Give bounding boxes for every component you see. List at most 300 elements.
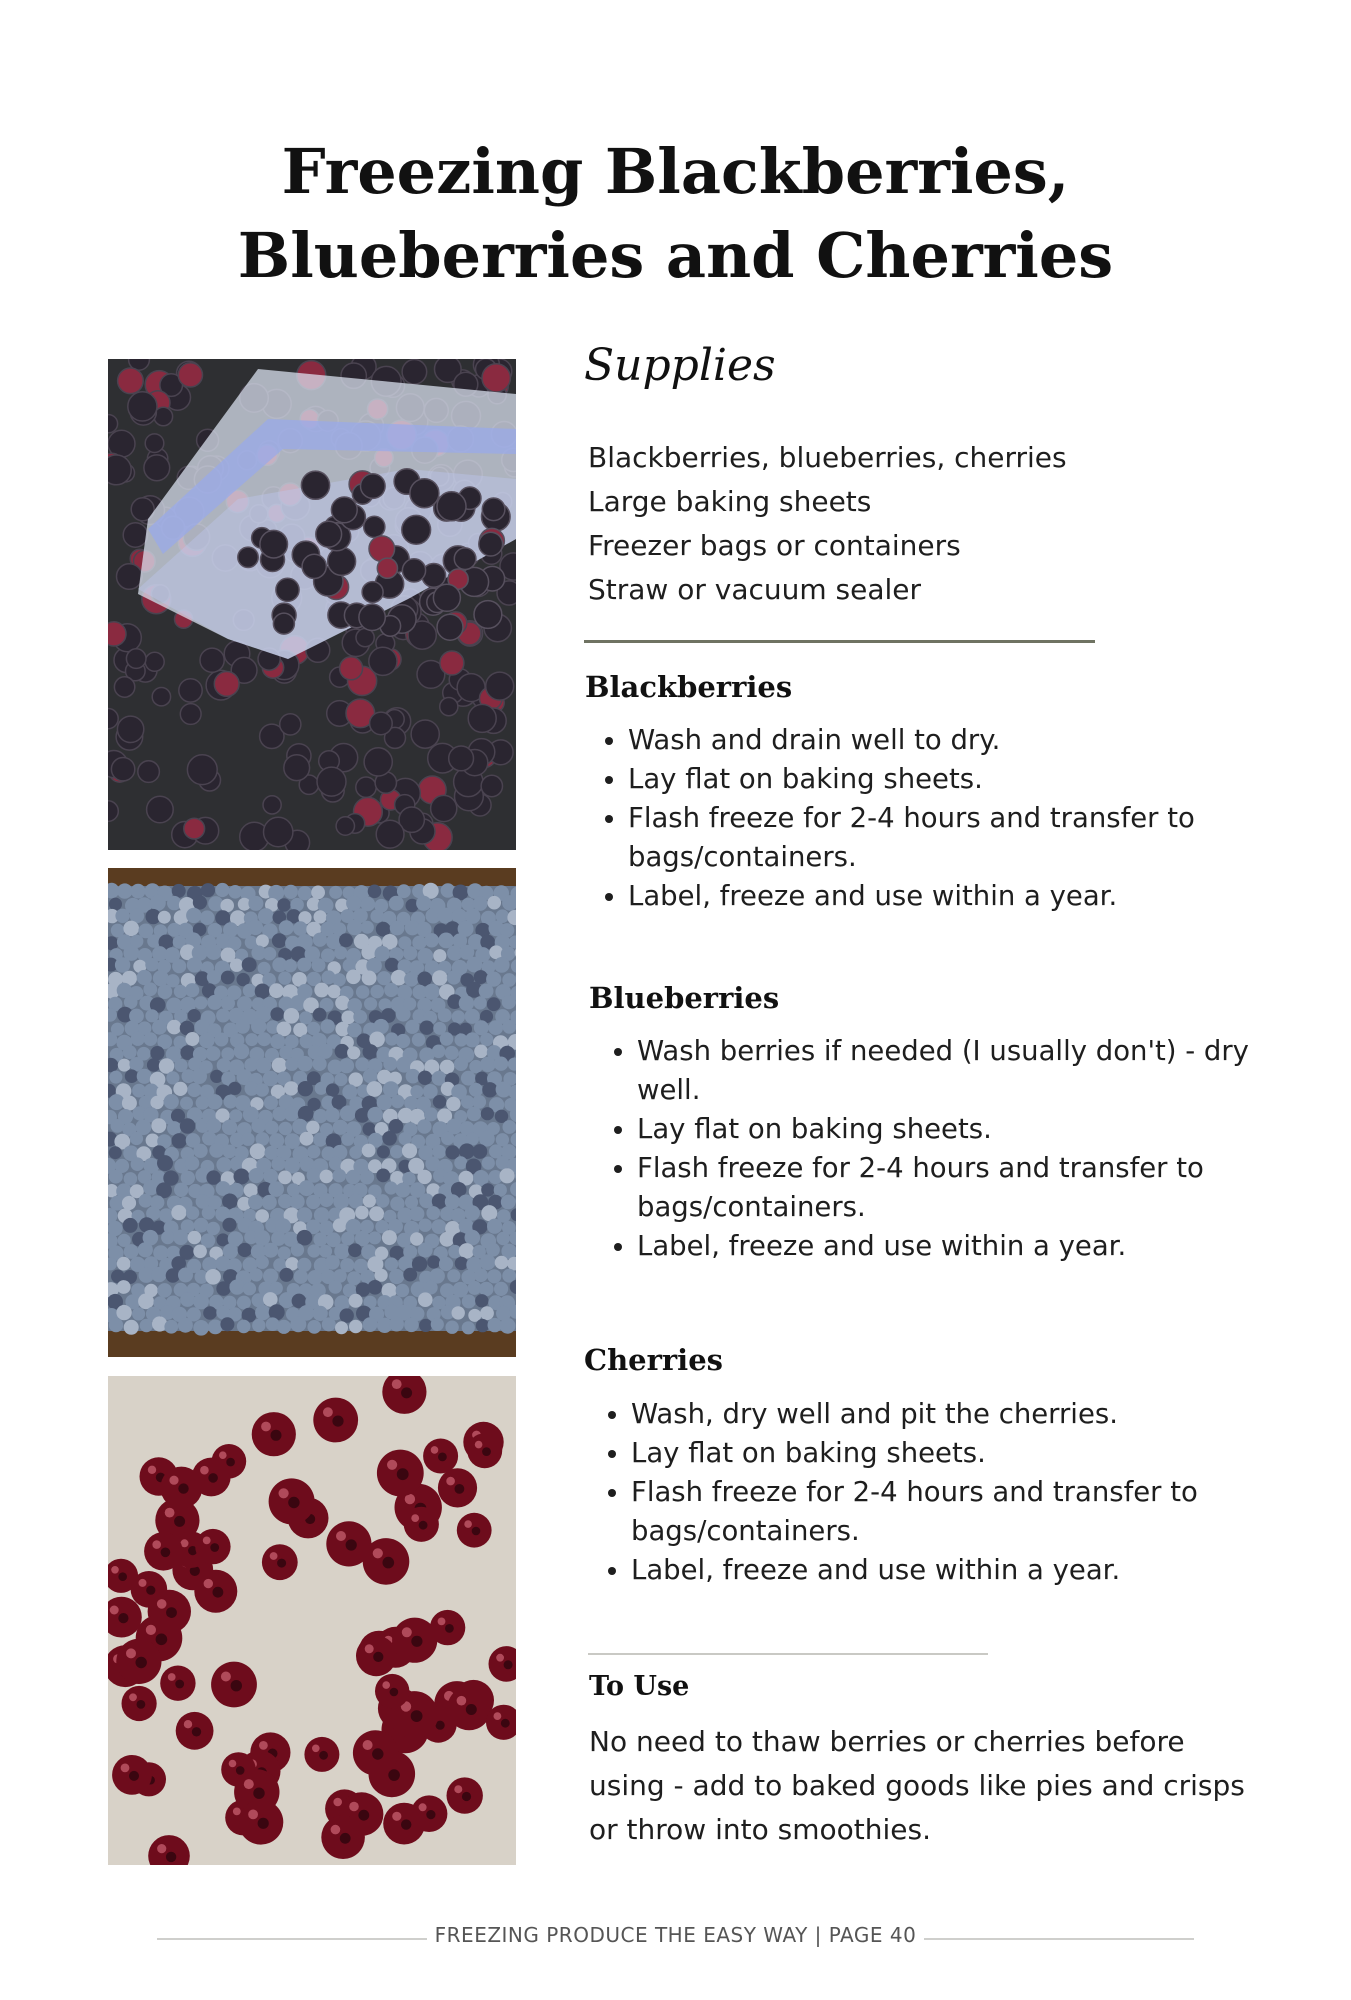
cherry-highlight (110, 1606, 119, 1615)
blueberry-shape (355, 1057, 369, 1071)
blueberry-shape (180, 1118, 196, 1134)
blueberry-shape (487, 896, 501, 910)
blueberry-shape (153, 970, 169, 986)
blueberry-shape (479, 1131, 495, 1147)
blueberry-shape (172, 959, 186, 973)
blueberry-shape (220, 1317, 234, 1331)
section-divider (584, 640, 1095, 643)
blueberry-shape (206, 1118, 221, 1133)
blueberry-shape (383, 1057, 397, 1071)
cherry-pit-hole (137, 1700, 146, 1709)
blueberry-shape (157, 1155, 173, 1171)
blueberry-shape (185, 1032, 199, 1046)
blackberries-photo (108, 359, 516, 850)
cherry-pit-hole (445, 1624, 454, 1633)
blueberry-shape (469, 1083, 483, 1097)
blueberry-shape (214, 1033, 228, 1047)
blueberry-shape (390, 1145, 403, 1158)
blueberry-shape (150, 1096, 163, 1109)
blueberry-shape (465, 1205, 480, 1220)
blueberry-shape (245, 1033, 258, 1046)
blueberry-shape (236, 1019, 250, 1033)
blueberry-shape (268, 1181, 284, 1197)
blueberry-shape (279, 1122, 293, 1136)
blueberry-shape (318, 1044, 333, 1059)
blueberry-shape (290, 1316, 306, 1332)
blueberry-shape (494, 1057, 508, 1071)
blackberry-shape (356, 777, 376, 797)
blueberry-shape (346, 1170, 361, 1185)
blueberry-shape (206, 944, 222, 960)
cherry-pit-hole (411, 1636, 422, 1647)
blackberry-shape (187, 755, 217, 785)
blueberry-shape (368, 1231, 381, 1244)
blackberry-shape (138, 761, 160, 783)
blackberry-shape (178, 363, 202, 387)
blueberry-shape (321, 1019, 335, 1033)
cherry-pit-hole (372, 1748, 383, 1759)
blueberry-shape (174, 1183, 188, 1197)
blueberry-shape (221, 971, 235, 985)
blueberry-shape (432, 1045, 446, 1059)
blueberry-shape (251, 1119, 266, 1134)
blueberry-shape (222, 1218, 236, 1232)
blueberry-shape (465, 1032, 480, 1047)
blueberry-shape (192, 1069, 207, 1084)
cherry-highlight (411, 1514, 419, 1522)
blueberry-shape (285, 1058, 298, 1071)
cherry-highlight (129, 1693, 137, 1701)
blueberry-shape (278, 1246, 291, 1259)
blueberry-shape (256, 1256, 269, 1269)
blueberry-shape (363, 1044, 379, 1060)
blueberry-shape (461, 1095, 474, 1108)
blackberry-shape (411, 720, 439, 748)
blueberry-shape (186, 1206, 199, 1219)
blackberry-shape (440, 698, 458, 716)
blueberry-shape (500, 1168, 515, 1183)
blueberry-shape (117, 1280, 131, 1294)
blueberry-shape (325, 1108, 340, 1123)
cherry-pit-hole (401, 1387, 412, 1398)
blueberry-shape (208, 1320, 223, 1335)
cherry-highlight (279, 1488, 289, 1498)
blueberries-photo-art (108, 868, 516, 1357)
blueberry-shape (333, 1218, 347, 1232)
blueberry-shape (234, 1169, 250, 1185)
blueberry-shape (482, 1157, 495, 1170)
blackberry-shape (359, 604, 385, 630)
cherry-highlight (203, 1537, 211, 1545)
blueberry-shape (264, 1096, 278, 1110)
blueberry-shape (269, 983, 284, 998)
blueberry-shape (164, 1320, 178, 1334)
blueberry-shape (503, 1020, 517, 1034)
blueberry-shape (347, 920, 363, 936)
blueberry-shape (115, 909, 129, 923)
blueberry-shape (396, 1284, 410, 1298)
blueberry-shape (363, 1317, 378, 1332)
blueberry-shape (424, 1107, 438, 1121)
blueberry-shape (495, 1256, 509, 1270)
blueberry-shape (222, 1120, 237, 1135)
blueberry-shape (173, 1082, 187, 1096)
blueberry-shape (118, 1059, 131, 1072)
cherry-pit-hole (118, 1613, 128, 1623)
cherry-pit-hole (277, 1559, 286, 1568)
blueberry-shape (333, 1169, 347, 1183)
blueberry-shape (307, 1145, 320, 1158)
cherry-highlight (169, 1476, 178, 1485)
cherry-highlight (229, 1760, 237, 1768)
blueberry-shape (376, 1169, 390, 1183)
blueberry-shape (474, 996, 487, 1009)
blueberry-shape (382, 1230, 397, 1245)
blueberry-shape (307, 1244, 320, 1257)
step-item: • Label, freeze and use within a year. (637, 1227, 1257, 1266)
blueberry-shape (164, 1094, 179, 1109)
blueberry-shape (257, 1032, 271, 1046)
blueberry-shape (297, 1056, 313, 1072)
blueberry-shape (452, 1306, 465, 1319)
blueberries-steps (593, 1032, 1257, 1266)
cherry-highlight (438, 1618, 446, 1626)
supply-item: Large baking sheets (588, 485, 872, 518)
blueberry-shape (255, 1083, 269, 1097)
cherry-pit-hole (136, 1657, 147, 1668)
blueberry-shape (480, 1057, 496, 1073)
cherry-highlight (392, 1812, 401, 1821)
blueberry-shape (159, 1208, 173, 1222)
blueberry-shape (203, 1306, 217, 1320)
blueberry-shape (151, 1267, 166, 1282)
blueberry-shape (229, 1279, 244, 1294)
blueberry-shape (158, 984, 173, 999)
blueberry-shape (349, 1294, 363, 1308)
blueberry-shape (433, 1095, 447, 1109)
blueberry-shape (326, 1083, 339, 1096)
cherry-highlight (387, 1460, 397, 1470)
blackberry-shape (468, 704, 496, 732)
blueberry-shape (187, 957, 202, 972)
blueberry-shape (425, 933, 439, 947)
blueberry-shape (431, 1318, 444, 1331)
blueberry-shape (249, 1168, 264, 1183)
blueberry-shape (138, 1242, 153, 1257)
blueberry-shape (200, 910, 215, 925)
blueberry-shape (193, 1320, 209, 1336)
blueberry-shape (420, 1021, 434, 1035)
cherries-heading: Cherries (584, 1343, 723, 1377)
blackberry-shape (179, 679, 202, 702)
blackberry-shape (474, 601, 502, 629)
blackberry-shape (147, 796, 174, 823)
blueberry-shape (397, 884, 411, 898)
blueberry-shape (320, 1193, 334, 1207)
cherry-highlight (312, 1745, 320, 1753)
blackberry-shape (111, 758, 134, 781)
blueberry-shape (320, 1170, 334, 1184)
cherry-pit-hole (118, 1572, 127, 1581)
blueberry-shape (238, 1243, 252, 1257)
blueberry-shape (325, 1255, 340, 1270)
blackberry-shape (479, 532, 503, 556)
blueberry-shape (202, 1206, 216, 1220)
blueberry-shape (124, 1320, 139, 1335)
footer-rule-right (924, 1938, 1194, 1940)
blueberry-shape (418, 1292, 433, 1307)
cherry-highlight (494, 1712, 502, 1720)
blueberry-shape (438, 933, 454, 949)
cherry-pit-hole (401, 1819, 411, 1829)
cherry-pit-hole (438, 1453, 447, 1462)
blueberry-shape (284, 959, 297, 972)
blueberry-shape (447, 970, 461, 984)
blackberry-shape (370, 712, 393, 735)
blackberry-shape (114, 677, 134, 697)
blueberry-shape (284, 885, 298, 899)
blueberry-shape (362, 971, 377, 986)
blueberry-shape (297, 958, 311, 972)
blueberry-shape (360, 1170, 374, 1184)
blackberry-shape (273, 613, 294, 634)
blueberries-heading: Blueberries (589, 981, 780, 1015)
blueberry-shape (185, 1156, 199, 1170)
blueberry-shape (307, 1320, 321, 1334)
blackberry-shape (402, 515, 431, 544)
cherry-highlight (146, 1625, 156, 1635)
blueberry-shape (144, 1032, 158, 1046)
cherry-highlight (363, 1740, 373, 1750)
blueberry-shape (139, 1194, 153, 1208)
cherry-highlight (457, 1696, 467, 1706)
blueberry-shape (308, 1270, 323, 1285)
blueberry-shape (205, 1269, 221, 1285)
blueberry-shape (116, 1305, 131, 1320)
step-item: • Flash freeze for 2-4 hours and transfer to bags/containers. (628, 799, 1248, 877)
blueberry-shape (228, 1082, 241, 1095)
blueberry-shape (299, 1011, 312, 1024)
blueberry-shape (370, 985, 384, 999)
blueberry-shape (391, 1095, 404, 1108)
blueberry-shape (424, 984, 440, 1000)
blueberry-shape (278, 1171, 292, 1185)
blueberry-shape (109, 898, 122, 911)
blueberry-shape (306, 1195, 320, 1209)
blueberry-shape (333, 1193, 349, 1209)
blueberry-shape (255, 1305, 270, 1320)
blueberry-shape (152, 1020, 167, 1035)
cherry-highlight (111, 1566, 119, 1574)
cherry-pit-hole (346, 1539, 357, 1550)
cherry-pit-hole (358, 1810, 369, 1821)
blueberry-shape (329, 1280, 343, 1294)
blueberry-shape (367, 1081, 383, 1097)
cherry-pit-hole (455, 1484, 465, 1494)
cherries-photo-art (108, 1376, 516, 1865)
section-divider (588, 1653, 988, 1655)
blueberry-shape (178, 1318, 193, 1333)
blueberry-shape (270, 1007, 284, 1021)
blueberry-shape (272, 1058, 287, 1073)
blueberry-shape (284, 1008, 300, 1024)
cherry-highlight (157, 1844, 166, 1853)
blueberry-shape (412, 1033, 426, 1047)
blueberry-shape (299, 1180, 315, 1196)
blueberry-shape (193, 895, 207, 909)
blueberry-shape (474, 1045, 488, 1059)
blackberry-shape (402, 559, 425, 582)
supply-item: Freezer bags or containers (588, 529, 961, 562)
cherry-highlight (221, 1672, 231, 1682)
blackberry-shape (280, 714, 301, 735)
blueberry-shape (440, 1032, 454, 1046)
blueberry-shape (396, 1007, 411, 1022)
blueberry-shape (353, 1010, 367, 1024)
cherry-pit-hole (504, 1660, 513, 1669)
blackberry-shape (328, 547, 356, 575)
blueberry-shape (132, 1307, 145, 1320)
blackberry-shape (340, 657, 363, 680)
blueberry-shape (109, 1170, 123, 1184)
blueberry-shape (207, 970, 221, 984)
blueberry-shape (418, 1243, 433, 1258)
blueberry-shape (418, 1071, 432, 1085)
blackberry-shape (214, 672, 239, 697)
step-item: • Wash and drain well to dry. (628, 721, 1248, 760)
blackberry-shape (331, 497, 357, 523)
blueberry-shape (335, 1321, 348, 1334)
blueberry-shape (255, 984, 270, 999)
blackberry-shape (437, 614, 463, 640)
cherry-highlight (148, 1466, 156, 1474)
blueberry-shape (467, 1107, 482, 1122)
blueberry-shape (109, 1071, 122, 1084)
blueberry-shape (473, 1144, 488, 1159)
blueberry-shape (252, 1319, 265, 1332)
blueberry-shape (172, 884, 186, 898)
blackberry-shape (128, 392, 157, 421)
cherry-pit-hole (253, 1788, 264, 1799)
blueberry-shape (117, 1257, 131, 1271)
blackberry-shape (117, 564, 143, 590)
blueberry-shape (143, 1180, 158, 1195)
blueberry-shape (193, 1245, 207, 1259)
cherry-highlight (165, 1508, 175, 1518)
blueberry-shape (349, 1320, 362, 1333)
blackberry-shape (108, 622, 126, 646)
blueberry-shape (440, 1232, 455, 1247)
blueberry-shape (117, 883, 132, 898)
blackberry-shape (454, 548, 476, 570)
blueberry-shape (432, 1219, 447, 1234)
cherry-highlight (126, 1648, 136, 1658)
blueberry-shape (402, 1143, 417, 1158)
blueberry-shape (426, 1206, 440, 1220)
blueberry-shape (194, 996, 207, 1009)
blueberry-shape (465, 1230, 481, 1246)
blueberry-shape (315, 1082, 328, 1095)
blackberries-photo-art (108, 359, 516, 850)
blueberry-shape (298, 886, 312, 900)
blueberry-shape (445, 1321, 458, 1334)
blueberry-shape (396, 1034, 410, 1048)
cherry-pit-hole (390, 1688, 399, 1697)
blueberry-shape (125, 1069, 139, 1083)
cherry-highlight (261, 1422, 271, 1432)
blueberry-shape (363, 1194, 376, 1207)
blueberry-shape (263, 1269, 278, 1284)
blueberry-shape (313, 1233, 327, 1247)
blueberry-shape (417, 1119, 431, 1133)
blackberry-shape (402, 360, 427, 385)
blackberry-shape (362, 582, 383, 603)
cherry-pit-hole (462, 1792, 471, 1801)
blueberry-shape (474, 1268, 488, 1282)
blueberry-shape (243, 984, 257, 998)
cherry-highlight (402, 1627, 412, 1637)
blueberry-shape (377, 1145, 390, 1158)
blueberry-shape (322, 1317, 336, 1331)
blueberry-shape (314, 910, 327, 923)
cherry-highlight (233, 1808, 241, 1816)
blueberry-shape (265, 1121, 279, 1135)
blueberry-shape (362, 1144, 376, 1158)
blueberry-shape (111, 1119, 125, 1133)
blueberry-shape (340, 1105, 356, 1121)
cherry-highlight (200, 1466, 209, 1475)
blackberry-shape (200, 648, 224, 672)
blueberry-shape (329, 1157, 342, 1170)
blueberry-shape (150, 1046, 164, 1060)
blueberry-shape (188, 1231, 202, 1245)
cherry-pit-hole (319, 1751, 328, 1760)
blueberry-shape (263, 947, 276, 960)
blueberry-shape (438, 1008, 452, 1022)
blueberry-shape (279, 920, 294, 935)
blueberry-shape (480, 1306, 494, 1320)
blueberry-shape (356, 985, 370, 999)
blueberry-shape (248, 896, 263, 911)
blueberry-shape (207, 1094, 222, 1109)
blueberry-shape (223, 1145, 237, 1159)
blueberry-shape (307, 1168, 322, 1183)
blueberry-shape (290, 1194, 305, 1209)
blueberry-shape (277, 1320, 291, 1334)
blackberry-shape (431, 795, 457, 821)
blueberry-shape (445, 1046, 459, 1060)
step-item: • Lay flat on baking sheets. (628, 760, 1248, 799)
blackberry-shape (449, 746, 474, 771)
blueberry-shape (131, 1032, 145, 1046)
blueberry-shape (497, 1232, 510, 1245)
cherry-pit-hole (166, 1607, 177, 1618)
blueberry-shape (488, 1020, 503, 1035)
blueberry-shape (143, 982, 157, 996)
blueberry-shape (361, 945, 376, 960)
blueberry-shape (178, 1268, 193, 1283)
blueberry-shape (369, 1206, 384, 1221)
blueberry-shape (130, 1132, 143, 1145)
blueberry-shape (188, 1009, 201, 1022)
blueberry-shape (487, 1219, 502, 1234)
blackberry-shape (361, 474, 386, 499)
blackberry-shape (481, 775, 502, 796)
blueberry-shape (187, 1083, 201, 1097)
blueberry-shape (242, 957, 257, 972)
blueberry-shape (433, 949, 446, 962)
cherry-pit-hole (466, 1704, 477, 1715)
